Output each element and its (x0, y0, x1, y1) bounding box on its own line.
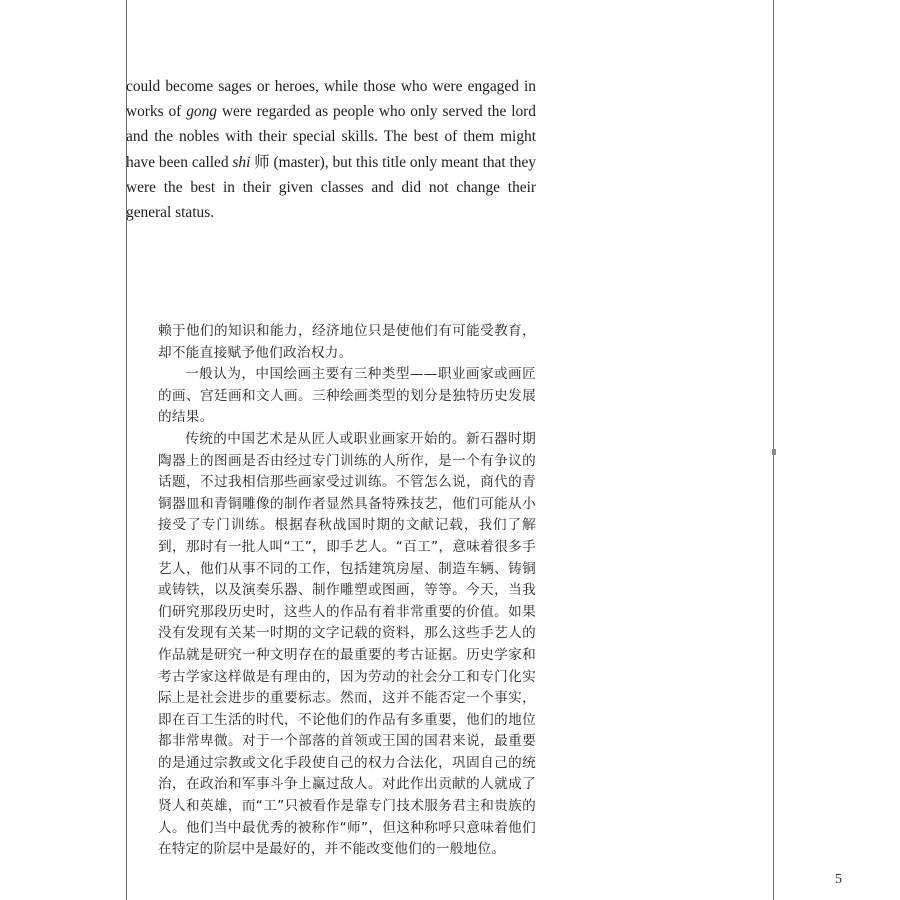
chinese-paragraph-2: 一般认为，中国绘画主要有三种类型——职业画家或画匠的画、宫廷画和文人画。三种绘画类型的划分是独特历史发展的结果。 (158, 366, 536, 426)
english-passage (126, 74, 536, 225)
english-text: could become sages or heroes, while those who were engaged in works of (126, 78, 536, 121)
page-number: 5 (835, 872, 842, 887)
english-text: were regarded as people who only served the lord and the nobles with their special skills. The best of them might have been called (126, 103, 536, 171)
english-paragraph (126, 74, 536, 225)
english-text: 师 (master), but this title only meant that they were the best in their given classes and did not change their general status. (126, 153, 536, 222)
scan-mark (772, 449, 776, 455)
chinese-paragraph-1: 赖于他们的知识和能力，经济地位只是使他们有可能受教育，却不能直接赋予他们政治权力。 (158, 323, 536, 361)
chinese-paragraph-3: 传统的中国艺术是从匠人或职业画家开始的。新石器时期陶器上的图画是否由经过专门训练的人所作，是一个有争议的话题，不过我相信那些画家受过训练。不管怎么说，商代的青铜器皿和青铜雕像的制作者显然具备特殊技艺，他们可能从小接受了专门训练。根据春秋战国时期的文献记载，我们了解到，那时有一批人叫“工”，即手艺人。“百工”，意味着很多手艺人，他们从事不同的工作，包括建筑房屋、制造车辆、铸铜或铸铁，以及演奏乐器、制作雕塑或图画，等等。今天，当我们研究那段历史时，这些人的作品有着非常重要的价值。如果没有发现有关某一时期的文字记载的资料，那么这些手艺人的作品就是研究一种文明存在的最重要的考古证据。历史学家和考古学家这样做是有理由的，因为劳动的社会分工和专门化实际上是社会进步的重要标志。然而，这并不能否定一个事实，即在百工生活的时代，不论他们的作品有多重要，他们的地位都非常卑微。对于一个部落的首领或王国的国君来说，最重要的是通过宗教或文化手段使自己的权力合法化，巩固自己的统治，在政治和军事斗争上赢过敌人。对此作出贡献的人就成了贤人和英雄，而“工”只被看作是靠专门技术服务君主和贵族的人。他们当中最优秀的被称作“师”，但这种称呼只意味着他们在特定的阶层中是最好的，并不能改变他们的一般地位。 (158, 430, 536, 858)
chinese-passage (158, 321, 536, 861)
italic-term-gong: gong (186, 103, 217, 121)
italic-term-shi: shi (232, 153, 251, 171)
